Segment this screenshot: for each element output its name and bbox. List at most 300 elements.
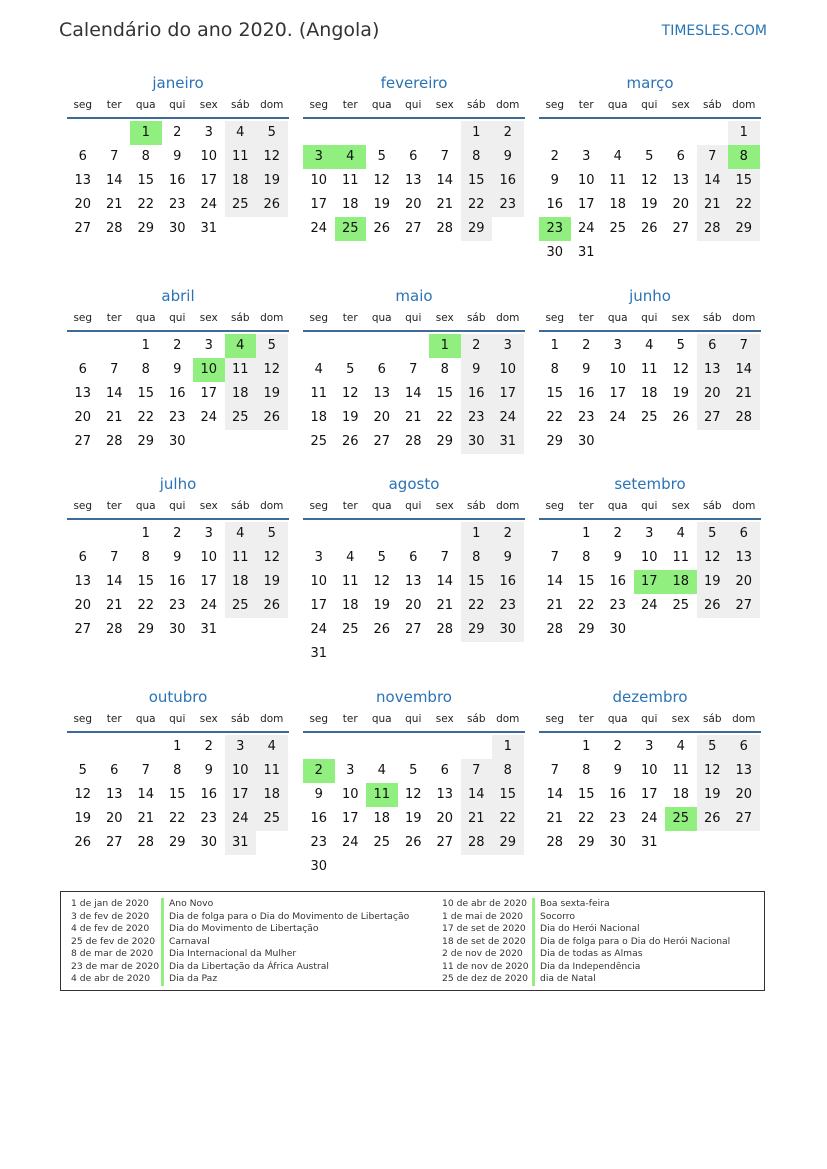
day-cell[interactable]: 5 — [256, 334, 288, 358]
day-cell[interactable]: 21 — [105, 197, 123, 212]
day-cell[interactable]: 19 — [341, 410, 359, 425]
day-cell[interactable]: 17 — [200, 574, 218, 589]
day-cell[interactable]: 5 — [377, 550, 386, 565]
day-cell[interactable]: 26 — [373, 221, 391, 236]
day-cell[interactable]: 6 — [440, 763, 449, 778]
day-cell[interactable]: 18 — [310, 410, 328, 425]
day-cell[interactable]: 15 — [461, 169, 493, 193]
day-cell[interactable]: 22 — [137, 598, 155, 613]
day-cell[interactable]: 4 — [256, 735, 288, 759]
day-cell[interactable]: 20 — [672, 197, 690, 212]
day-cell[interactable]: 23 — [609, 811, 627, 826]
day-cell[interactable]: 18 — [341, 197, 359, 212]
day-cell[interactable]: 7 — [550, 763, 559, 778]
day-cell[interactable]: 6 — [78, 362, 87, 377]
day-cell[interactable]: 11 — [225, 358, 257, 382]
holiday-day-cell[interactable]: 8 — [728, 145, 760, 169]
day-cell[interactable]: 24 — [310, 622, 328, 637]
day-cell[interactable]: 4 — [225, 121, 257, 145]
day-cell[interactable]: 10 — [492, 358, 524, 382]
day-cell[interactable]: 3 — [225, 735, 257, 759]
day-cell[interactable]: 5 — [256, 522, 288, 546]
day-cell[interactable]: 16 — [492, 570, 524, 594]
day-cell[interactable]: 1 — [550, 338, 559, 353]
day-cell[interactable]: 3 — [645, 526, 654, 541]
day-cell[interactable]: 11 — [341, 173, 359, 188]
day-cell[interactable]: 22 — [546, 410, 564, 425]
day-cell[interactable]: 29 — [168, 835, 186, 850]
day-cell[interactable]: 1 — [173, 739, 182, 754]
day-cell[interactable]: 21 — [436, 197, 454, 212]
day-cell[interactable]: 20 — [404, 197, 422, 212]
day-cell[interactable]: 10 — [310, 574, 328, 589]
day-cell[interactable]: 20 — [74, 598, 92, 613]
day-cell[interactable]: 31 — [225, 831, 257, 855]
day-cell[interactable]: 21 — [546, 598, 564, 613]
day-cell[interactable]: 17 — [310, 598, 328, 613]
day-cell[interactable]: 27 — [404, 622, 422, 637]
day-cell[interactable]: 2 — [173, 125, 182, 140]
day-cell[interactable]: 5 — [676, 338, 685, 353]
day-cell[interactable]: 18 — [373, 811, 391, 826]
day-cell[interactable]: 24 — [640, 811, 658, 826]
day-cell[interactable]: 21 — [404, 410, 422, 425]
day-cell[interactable]: 25 — [609, 221, 627, 236]
day-cell[interactable]: 26 — [373, 622, 391, 637]
day-cell[interactable]: 23 — [168, 197, 186, 212]
day-cell[interactable]: 5 — [697, 735, 729, 759]
day-cell[interactable]: 16 — [168, 173, 186, 188]
day-cell[interactable]: 15 — [728, 169, 760, 193]
day-cell[interactable]: 28 — [697, 217, 729, 241]
day-cell[interactable]: 8 — [461, 546, 493, 570]
day-cell[interactable]: 30 — [310, 859, 328, 874]
day-cell[interactable]: 14 — [436, 173, 454, 188]
holiday-day-cell[interactable]: 4 — [225, 334, 257, 358]
holiday-day-cell[interactable]: 18 — [665, 570, 697, 594]
day-cell[interactable]: 11 — [609, 173, 627, 188]
day-cell[interactable]: 25 — [256, 807, 288, 831]
day-cell[interactable]: 7 — [550, 550, 559, 565]
day-cell[interactable]: 2 — [461, 334, 493, 358]
day-cell[interactable]: 13 — [105, 787, 123, 802]
day-cell[interactable]: 11 — [225, 145, 257, 169]
site-link[interactable]: TIMESLES.COM — [661, 23, 767, 39]
day-cell[interactable]: 28 — [404, 434, 422, 449]
day-cell[interactable]: 16 — [609, 787, 627, 802]
day-cell[interactable]: 26 — [697, 594, 729, 618]
day-cell[interactable]: 24 — [341, 835, 359, 850]
day-cell[interactable]: 24 — [200, 197, 218, 212]
day-cell[interactable]: 9 — [173, 149, 182, 164]
day-cell[interactable]: 12 — [341, 386, 359, 401]
day-cell[interactable]: 18 — [256, 783, 288, 807]
day-cell[interactable]: 9 — [550, 173, 559, 188]
day-cell[interactable]: 5 — [78, 763, 87, 778]
day-cell[interactable]: 27 — [436, 835, 454, 850]
day-cell[interactable]: 19 — [74, 811, 92, 826]
day-cell[interactable]: 27 — [373, 434, 391, 449]
day-cell[interactable]: 22 — [461, 193, 493, 217]
day-cell[interactable]: 4 — [346, 550, 355, 565]
day-cell[interactable]: 2 — [492, 522, 524, 546]
day-cell[interactable]: 26 — [341, 434, 359, 449]
day-cell[interactable]: 2 — [492, 121, 524, 145]
day-cell[interactable]: 15 — [577, 574, 595, 589]
day-cell[interactable]: 31 — [577, 245, 595, 260]
day-cell[interactable]: 10 — [310, 173, 328, 188]
day-cell[interactable]: 16 — [609, 574, 627, 589]
day-cell[interactable]: 27 — [728, 594, 760, 618]
day-cell[interactable]: 12 — [404, 787, 422, 802]
day-cell[interactable]: 22 — [577, 598, 595, 613]
day-cell[interactable]: 26 — [672, 410, 690, 425]
holiday-day-cell[interactable]: 25 — [335, 217, 367, 241]
day-cell[interactable]: 9 — [314, 787, 323, 802]
day-cell[interactable]: 13 — [728, 546, 760, 570]
day-cell[interactable]: 28 — [461, 831, 493, 855]
day-cell[interactable]: 28 — [546, 622, 564, 637]
day-cell[interactable]: 14 — [697, 169, 729, 193]
holiday-day-cell[interactable]: 11 — [366, 783, 398, 807]
day-cell[interactable]: 16 — [546, 197, 564, 212]
day-cell[interactable]: 12 — [256, 546, 288, 570]
day-cell[interactable]: 27 — [74, 434, 92, 449]
day-cell[interactable]: 28 — [436, 221, 454, 236]
day-cell[interactable]: 18 — [225, 169, 257, 193]
day-cell[interactable]: 24 — [200, 410, 218, 425]
day-cell[interactable]: 27 — [74, 221, 92, 236]
day-cell[interactable]: 23 — [200, 811, 218, 826]
day-cell[interactable]: 30 — [168, 221, 186, 236]
day-cell[interactable]: 21 — [105, 598, 123, 613]
day-cell[interactable]: 1 — [728, 121, 760, 145]
day-cell[interactable]: 3 — [613, 338, 622, 353]
day-cell[interactable]: 25 — [640, 410, 658, 425]
day-cell[interactable]: 8 — [582, 763, 591, 778]
day-cell[interactable]: 16 — [461, 382, 493, 406]
day-cell[interactable]: 12 — [373, 173, 391, 188]
day-cell[interactable]: 30 — [546, 245, 564, 260]
day-cell[interactable]: 27 — [728, 807, 760, 831]
day-cell[interactable]: 12 — [74, 787, 92, 802]
day-cell[interactable]: 7 — [141, 763, 150, 778]
day-cell[interactable]: 19 — [697, 570, 729, 594]
day-cell[interactable]: 6 — [676, 149, 685, 164]
day-cell[interactable]: 23 — [609, 598, 627, 613]
day-cell[interactable]: 8 — [141, 149, 150, 164]
day-cell[interactable]: 3 — [582, 149, 591, 164]
day-cell[interactable]: 31 — [310, 646, 328, 661]
day-cell[interactable]: 17 — [577, 197, 595, 212]
day-cell[interactable]: 22 — [137, 410, 155, 425]
day-cell[interactable]: 14 — [728, 358, 760, 382]
day-cell[interactable]: 14 — [546, 574, 564, 589]
day-cell[interactable]: 18 — [672, 787, 690, 802]
day-cell[interactable]: 8 — [461, 145, 493, 169]
day-cell[interactable]: 10 — [200, 550, 218, 565]
holiday-day-cell[interactable]: 3 — [303, 145, 335, 169]
day-cell[interactable]: 15 — [137, 574, 155, 589]
day-cell[interactable]: 17 — [492, 382, 524, 406]
day-cell[interactable]: 1 — [461, 121, 493, 145]
day-cell[interactable]: 8 — [141, 550, 150, 565]
day-cell[interactable]: 19 — [697, 783, 729, 807]
day-cell[interactable]: 4 — [676, 526, 685, 541]
day-cell[interactable]: 6 — [78, 149, 87, 164]
day-cell[interactable]: 9 — [613, 763, 622, 778]
day-cell[interactable]: 23 — [492, 193, 524, 217]
day-cell[interactable]: 19 — [672, 386, 690, 401]
day-cell[interactable]: 3 — [314, 550, 323, 565]
day-cell[interactable]: 30 — [168, 622, 186, 637]
day-cell[interactable]: 13 — [404, 173, 422, 188]
day-cell[interactable]: 20 — [728, 570, 760, 594]
day-cell[interactable]: 9 — [492, 145, 524, 169]
day-cell[interactable]: 20 — [373, 410, 391, 425]
day-cell[interactable]: 18 — [225, 382, 257, 406]
day-cell[interactable]: 4 — [314, 362, 323, 377]
day-cell[interactable]: 15 — [137, 173, 155, 188]
day-cell[interactable]: 4 — [613, 149, 622, 164]
day-cell[interactable]: 23 — [461, 406, 493, 430]
day-cell[interactable]: 13 — [373, 386, 391, 401]
day-cell[interactable]: 18 — [341, 598, 359, 613]
day-cell[interactable]: 8 — [582, 550, 591, 565]
day-cell[interactable]: 7 — [697, 145, 729, 169]
day-cell[interactable]: 16 — [492, 169, 524, 193]
day-cell[interactable]: 23 — [577, 410, 595, 425]
day-cell[interactable]: 12 — [697, 546, 729, 570]
day-cell[interactable]: 12 — [256, 145, 288, 169]
day-cell[interactable]: 6 — [409, 149, 418, 164]
day-cell[interactable]: 12 — [697, 759, 729, 783]
day-cell[interactable]: 9 — [204, 763, 213, 778]
day-cell[interactable]: 29 — [137, 622, 155, 637]
day-cell[interactable]: 13 — [404, 574, 422, 589]
day-cell[interactable]: 22 — [461, 594, 493, 618]
day-cell[interactable]: 7 — [110, 550, 119, 565]
day-cell[interactable]: 14 — [105, 574, 123, 589]
day-cell[interactable]: 21 — [546, 811, 564, 826]
day-cell[interactable]: 22 — [137, 197, 155, 212]
day-cell[interactable]: 12 — [640, 173, 658, 188]
holiday-day-cell[interactable]: 10 — [193, 358, 225, 382]
day-cell[interactable]: 22 — [728, 193, 760, 217]
day-cell[interactable]: 14 — [105, 386, 123, 401]
day-cell[interactable]: 24 — [609, 410, 627, 425]
day-cell[interactable]: 14 — [404, 386, 422, 401]
day-cell[interactable]: 27 — [672, 221, 690, 236]
day-cell[interactable]: 20 — [74, 197, 92, 212]
day-cell[interactable]: 17 — [609, 386, 627, 401]
day-cell[interactable]: 13 — [672, 173, 690, 188]
day-cell[interactable]: 28 — [546, 835, 564, 850]
holiday-day-cell[interactable]: 23 — [539, 217, 571, 241]
day-cell[interactable]: 20 — [404, 598, 422, 613]
day-cell[interactable]: 3 — [346, 763, 355, 778]
day-cell[interactable]: 22 — [436, 410, 454, 425]
day-cell[interactable]: 1 — [582, 526, 591, 541]
day-cell[interactable]: 16 — [200, 787, 218, 802]
holiday-day-cell[interactable]: 4 — [335, 145, 367, 169]
day-cell[interactable]: 15 — [436, 386, 454, 401]
day-cell[interactable]: 13 — [74, 574, 92, 589]
day-cell[interactable]: 8 — [173, 763, 182, 778]
day-cell[interactable]: 29 — [492, 831, 524, 855]
day-cell[interactable]: 20 — [728, 783, 760, 807]
day-cell[interactable]: 31 — [200, 221, 218, 236]
day-cell[interactable]: 9 — [173, 550, 182, 565]
day-cell[interactable]: 30 — [461, 430, 493, 454]
day-cell[interactable]: 10 — [200, 149, 218, 164]
day-cell[interactable]: 9 — [613, 550, 622, 565]
day-cell[interactable]: 6 — [409, 550, 418, 565]
day-cell[interactable]: 17 — [200, 386, 218, 401]
day-cell[interactable]: 1 — [141, 338, 150, 353]
day-cell[interactable]: 25 — [225, 594, 257, 618]
day-cell[interactable]: 30 — [168, 434, 186, 449]
day-cell[interactable]: 7 — [409, 362, 418, 377]
day-cell[interactable]: 13 — [74, 173, 92, 188]
day-cell[interactable]: 21 — [105, 410, 123, 425]
day-cell[interactable]: 24 — [577, 221, 595, 236]
day-cell[interactable]: 5 — [645, 149, 654, 164]
day-cell[interactable]: 21 — [697, 193, 729, 217]
day-cell[interactable]: 15 — [577, 787, 595, 802]
holiday-day-cell[interactable]: 25 — [665, 807, 697, 831]
day-cell[interactable]: 13 — [697, 358, 729, 382]
day-cell[interactable]: 2 — [204, 739, 213, 754]
day-cell[interactable]: 29 — [728, 217, 760, 241]
day-cell[interactable]: 5 — [256, 121, 288, 145]
day-cell[interactable]: 27 — [697, 406, 729, 430]
day-cell[interactable]: 25 — [310, 434, 328, 449]
day-cell[interactable]: 8 — [141, 362, 150, 377]
day-cell[interactable]: 26 — [256, 406, 288, 430]
day-cell[interactable]: 12 — [256, 358, 288, 382]
day-cell[interactable]: 29 — [461, 217, 493, 241]
day-cell[interactable]: 26 — [256, 193, 288, 217]
day-cell[interactable]: 15 — [461, 570, 493, 594]
day-cell[interactable]: 24 — [200, 598, 218, 613]
day-cell[interactable]: 29 — [436, 434, 454, 449]
day-cell[interactable]: 28 — [105, 434, 123, 449]
day-cell[interactable]: 24 — [225, 807, 257, 831]
day-cell[interactable]: 31 — [492, 430, 524, 454]
day-cell[interactable]: 4 — [225, 522, 257, 546]
day-cell[interactable]: 13 — [728, 759, 760, 783]
day-cell[interactable]: 30 — [609, 835, 627, 850]
day-cell[interactable]: 30 — [492, 618, 524, 642]
day-cell[interactable]: 28 — [436, 622, 454, 637]
day-cell[interactable]: 20 — [105, 811, 123, 826]
day-cell[interactable]: 9 — [173, 362, 182, 377]
day-cell[interactable]: 25 — [373, 835, 391, 850]
day-cell[interactable]: 16 — [577, 386, 595, 401]
day-cell[interactable]: 17 — [640, 787, 658, 802]
day-cell[interactable]: 19 — [256, 382, 288, 406]
day-cell[interactable]: 8 — [550, 362, 559, 377]
day-cell[interactable]: 26 — [697, 807, 729, 831]
day-cell[interactable]: 28 — [105, 221, 123, 236]
day-cell[interactable]: 29 — [546, 434, 564, 449]
holiday-day-cell[interactable]: 1 — [429, 334, 461, 358]
day-cell[interactable]: 10 — [640, 763, 658, 778]
day-cell[interactable]: 22 — [168, 811, 186, 826]
day-cell[interactable]: 2 — [582, 338, 591, 353]
day-cell[interactable]: 6 — [377, 362, 386, 377]
day-cell[interactable]: 18 — [640, 386, 658, 401]
day-cell[interactable]: 30 — [577, 434, 595, 449]
day-cell[interactable]: 3 — [204, 338, 213, 353]
day-cell[interactable]: 31 — [640, 835, 658, 850]
day-cell[interactable]: 31 — [200, 622, 218, 637]
day-cell[interactable]: 11 — [341, 574, 359, 589]
day-cell[interactable]: 14 — [436, 574, 454, 589]
day-cell[interactable]: 18 — [225, 570, 257, 594]
day-cell[interactable]: 10 — [341, 787, 359, 802]
day-cell[interactable]: 30 — [609, 622, 627, 637]
day-cell[interactable]: 7 — [110, 362, 119, 377]
day-cell[interactable]: 24 — [492, 406, 524, 430]
day-cell[interactable]: 21 — [436, 598, 454, 613]
day-cell[interactable]: 21 — [461, 807, 493, 831]
day-cell[interactable]: 20 — [436, 811, 454, 826]
day-cell[interactable]: 11 — [256, 759, 288, 783]
day-cell[interactable]: 17 — [341, 811, 359, 826]
day-cell[interactable]: 5 — [377, 149, 386, 164]
day-cell[interactable]: 6 — [110, 763, 119, 778]
day-cell[interactable]: 4 — [377, 763, 386, 778]
day-cell[interactable]: 25 — [225, 406, 257, 430]
day-cell[interactable]: 18 — [609, 197, 627, 212]
day-cell[interactable]: 29 — [577, 622, 595, 637]
day-cell[interactable]: 15 — [546, 386, 564, 401]
day-cell[interactable]: 17 — [200, 173, 218, 188]
day-cell[interactable]: 13 — [436, 787, 454, 802]
day-cell[interactable]: 6 — [728, 522, 760, 546]
day-cell[interactable]: 8 — [492, 759, 524, 783]
day-cell[interactable]: 9 — [582, 362, 591, 377]
day-cell[interactable]: 14 — [137, 787, 155, 802]
day-cell[interactable]: 20 — [697, 382, 729, 406]
day-cell[interactable]: 23 — [492, 594, 524, 618]
day-cell[interactable]: 19 — [373, 598, 391, 613]
day-cell[interactable]: 21 — [728, 382, 760, 406]
day-cell[interactable]: 9 — [461, 358, 493, 382]
day-cell[interactable]: 17 — [225, 783, 257, 807]
day-cell[interactable]: 4 — [645, 338, 654, 353]
day-cell[interactable]: 19 — [256, 570, 288, 594]
day-cell[interactable]: 20 — [74, 410, 92, 425]
day-cell[interactable]: 14 — [461, 783, 493, 807]
day-cell[interactable]: 19 — [640, 197, 658, 212]
day-cell[interactable]: 13 — [74, 386, 92, 401]
day-cell[interactable]: 11 — [640, 362, 658, 377]
day-cell[interactable]: 23 — [310, 835, 328, 850]
day-cell[interactable]: 25 — [341, 622, 359, 637]
holiday-day-cell[interactable]: 1 — [130, 121, 162, 145]
day-cell[interactable]: 14 — [546, 787, 564, 802]
day-cell[interactable]: 16 — [168, 386, 186, 401]
day-cell[interactable]: 29 — [461, 618, 493, 642]
day-cell[interactable]: 29 — [577, 835, 595, 850]
day-cell[interactable]: 27 — [74, 622, 92, 637]
day-cell[interactable]: 2 — [173, 338, 182, 353]
day-cell[interactable]: 26 — [640, 221, 658, 236]
day-cell[interactable]: 16 — [310, 811, 328, 826]
